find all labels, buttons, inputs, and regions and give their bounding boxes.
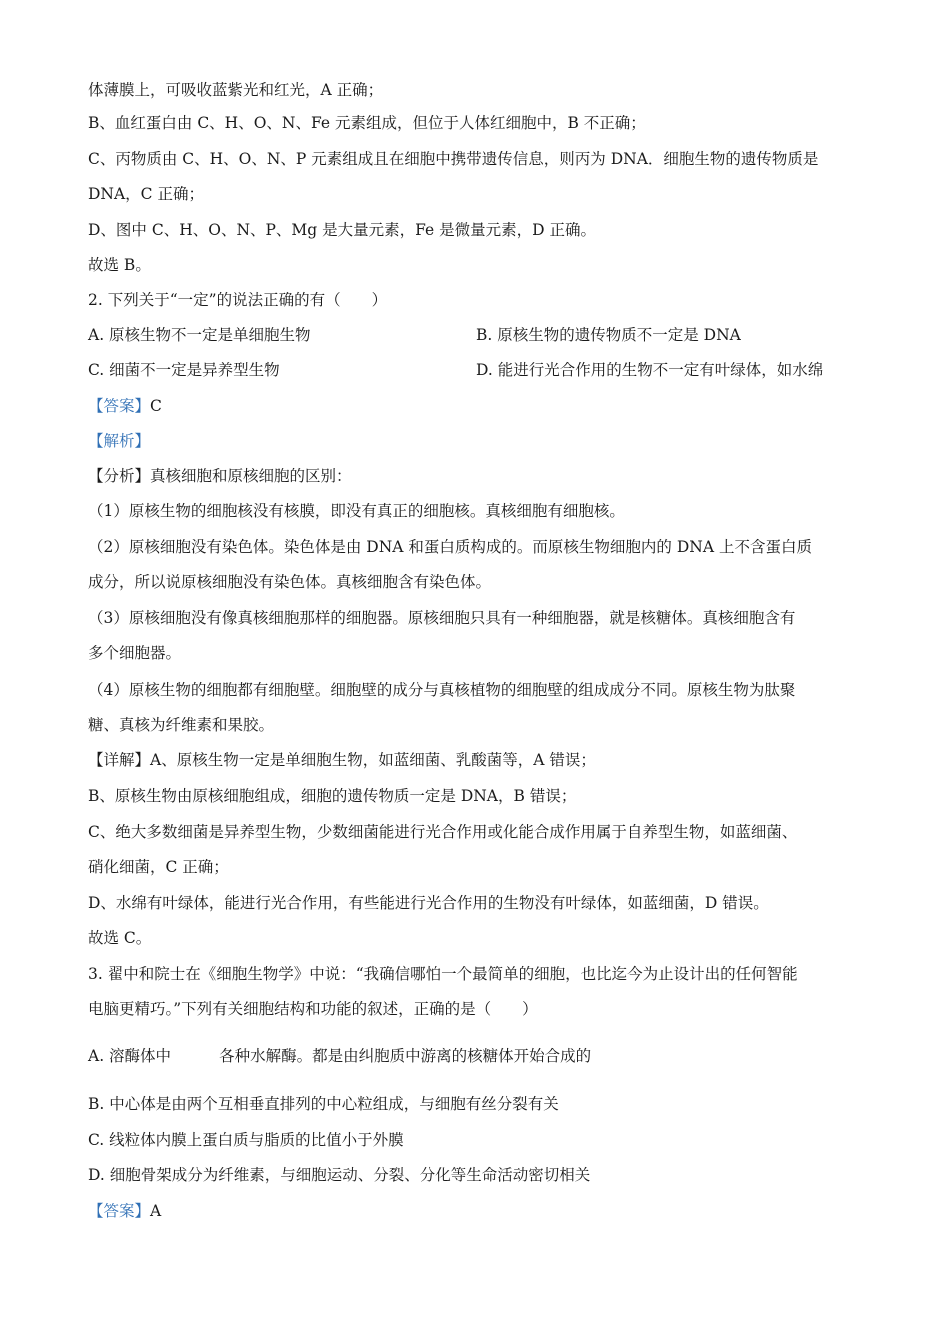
text-line: 成分，所以说原核细胞没有染色体。真核细胞含有染色体。 [88,573,492,591]
q2-option-d: D. 能进行光合作用的生物不一定有叶绿体，如水绵 [476,361,824,379]
answer-value: A [150,1202,162,1220]
text-line: （1）原核生物的细胞核没有核膜，即没有真正的细胞核。真核细胞有细胞核。 [88,502,625,520]
text-line: 故选 B。 [88,256,151,274]
text-line: D、水绵有叶绿体，能进行光合作用，有些能进行光合作用的生物没有叶绿体，如蓝细菌，D 错误。 [88,894,769,912]
detail-tag: 【详解】 [88,751,151,769]
answer-value: C [150,397,162,415]
text-line: 体薄膜上，可吸收蓝紫光和红光，A 正确； [88,81,384,99]
q3-option-c: C. 线粒体内膜上蛋白质与脂质的比值小于外膜 [88,1131,404,1149]
text-line: 糖、真核为纤维素和果胶。 [88,716,275,734]
q2-option-c: C. 细菌不一定是异养型生物 [88,361,280,379]
text-line: （2）原核细胞没有染色体。染色体是由 DNA 和蛋白质构成的。而原核生物细胞内的 DNA 上不含蛋白质 [88,538,812,556]
text-line: D、图中 C、H、O、N、P、Mg 是大量元素，Fe 是微量元素，D 正确。 [88,221,597,239]
text-line: （4）原核生物的细胞都有细胞壁。细胞壁的成分与真核植物的细胞壁的组成成分不同。原核生物为肽聚 [88,681,796,699]
text-line: 硝化细菌，C 正确； [88,858,229,876]
text-line: C、丙物质由 C、H、O、N、P 元素组成且在细胞中携带遗传信息，则丙为 DNA．细胞生物的遗传物质是 [88,150,819,168]
q2-option-b: B. 原核生物的遗传物质不一定是 DNA [476,326,741,344]
q3-option-b: B. 中心体是由两个互相垂直排列的中心粒组成，与细胞有丝分裂有关 [88,1095,559,1113]
detail-text: A、原核生物一定是单细胞生物，如蓝细菌、乳酸菌等，A 错误； [150,751,596,769]
q3-option-d: D. 细胞骨架成分为纤维素，与细胞运动、分裂、分化等生命活动密切相关 [88,1166,591,1184]
text-line: （3）原核细胞没有像真核细胞那样的细胞器。原核细胞只具有一种细胞器，就是核糖体。真核细胞含有 [88,609,796,627]
question-2-stem: 2. 下列关于“一定”的说法正确的有（ ） [88,291,388,309]
answer-tag: 【答案】 [88,1202,151,1220]
text-line: 故选 C。 [88,929,152,947]
q3-answer [88,1201,161,1221]
q2-answer [88,396,162,416]
text-line: B、血红蛋白由 C、H、O、N、Fe 元素组成，但位于人体红细胞中，B 不正确； [88,114,646,132]
text-line: DNA，C 正确； [88,185,204,203]
fenxi-tag: 【分析】 [88,467,151,485]
answer-tag: 【答案】 [88,397,151,415]
text-line: B、原核生物由原核细胞组成，细胞的遗传物质一定是 DNA，B 错误； [88,787,577,805]
q2-analysis-heading [88,431,150,451]
q2-option-a: A. 原核生物不一定是单细胞生物 [88,326,311,344]
q2-detail [88,750,596,770]
q3-option-a: A. 溶酶体中 各种水解酶。都是由纠胞质中游离的核糖体开始合成的 [88,1047,592,1065]
analysis-tag: 【解析】 [88,432,151,450]
question-3-stem: 3. 翟中和院士在《细胞生物学》中说：“我确信哪怕一个最简单的细胞，也比迄今为止设计出的任何智能 [88,965,798,983]
text-line: 多个细胞器。 [88,644,182,662]
question-3-stem-cont: 电脑更精巧。”下列有关细胞结构和功能的叙述，正确的是（ ） [88,1000,538,1018]
text-line: C、绝大多数细菌是异养型生物，少数细菌能进行光合作用或化能合成作用属于自养型生物，如蓝细菌、 [88,823,798,841]
fenxi-text: 真核细胞和原核细胞的区别： [150,467,352,485]
q2-fenxi [88,466,352,486]
